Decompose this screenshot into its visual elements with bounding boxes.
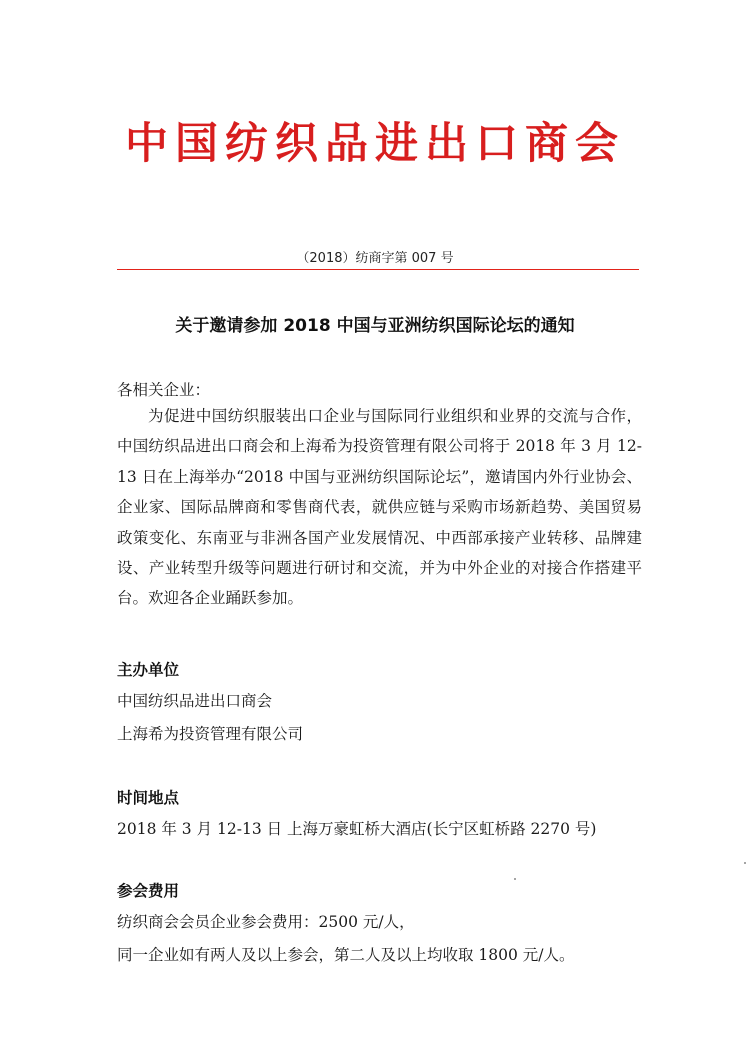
section-fees xyxy=(117,876,647,972)
letterhead-org-name: 中国纺织品进出口商会 xyxy=(125,119,625,169)
document-number: （2018）纺商字第 007 号 xyxy=(296,251,454,266)
section-heading-fees: 参会费用 xyxy=(117,882,180,900)
section-time-place xyxy=(117,783,647,846)
time-place-detail: 2018 年 3 月 12-13 日 上海万豪虹桥大酒店(长宁区虹桥路 2270 号) xyxy=(117,820,597,838)
section-heading-time-place: 时间地点 xyxy=(117,789,180,807)
body-paragraph: 为促进中国纺织服装出口企业与国际同行业组织和业界的交流与合作，中国纺织品进出口商会和上海希为投资管理有限公司将于 2018 年 3 月 12-13 日在上海举办“2018 中国与亚洲纺织国际论坛”，邀请国内外行业协会、企业家、国际品牌商和零售商代表，就供应链与采购市场新趋势、美国贸易政策变化、东南亚与非洲各国产业发展情况、中西部承接产业转移、品牌建设、产业转型升级等问题进行研讨和交流，并为中外企业的对接合作搭建平台。欢迎各企业踊跃参加。 xyxy=(117,407,642,608)
section-heading-hosts: 主办单位 xyxy=(117,661,180,679)
letterhead-divider xyxy=(117,269,639,270)
scan-speck xyxy=(514,878,516,880)
host-organizer-2: 上海希为投资管理有限公司 xyxy=(117,725,304,743)
section-hosts xyxy=(117,655,647,751)
notice-title: 关于邀请参加 2018 中国与亚洲纺织国际论坛的通知 xyxy=(175,316,575,336)
salutation: 各相关企业： xyxy=(117,381,211,399)
scan-speck xyxy=(744,862,746,864)
host-organizer-1: 中国纺织品进出口商会 xyxy=(117,692,273,710)
fee-additional-rate: 同一企业如有两人及以上参会，第二人及以上均收取 1800 元/人。 xyxy=(117,946,575,964)
fee-member-rate: 纺织商会会员企业参会费用：2500 元/人， xyxy=(117,913,415,931)
